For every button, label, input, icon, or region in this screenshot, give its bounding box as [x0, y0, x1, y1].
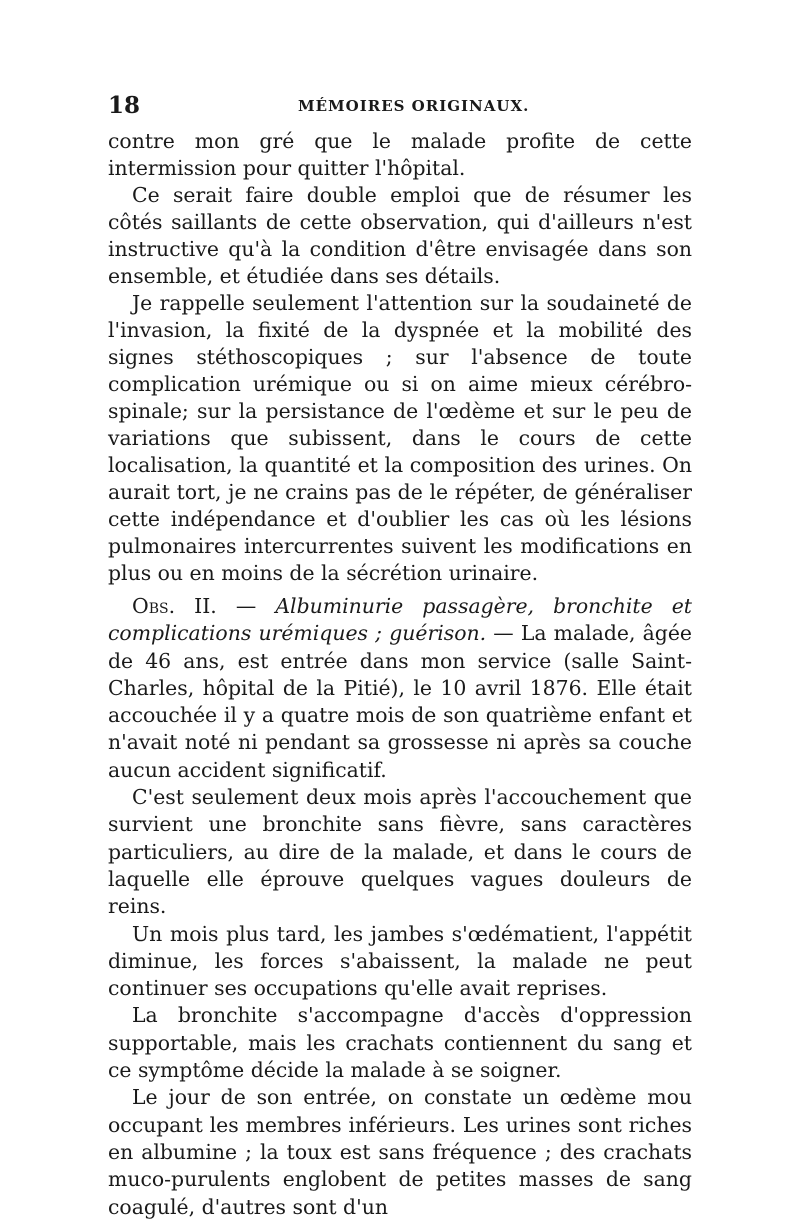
observation-paragraph: Un mois plus tard, les jambes s'œdématient, l'appétit diminue, les forces s'abaissent, la malade ne peut continuer ses occupations qu'elle avait reprises. [108, 921, 692, 1001]
observation-title: Albuminurie passagère, bronchite et complications urémiques ; guérison. [108, 594, 692, 646]
observation-intro-paragraph [108, 593, 692, 784]
observation-paragraph: Le jour de son entrée, on constate un œdème mou occupant les membres inférieurs. Les urines sont riches en albumine ; la toux est sans fréquence ; des crachats muco-purulents englobent de petites masses de sang coagulé, d'autres sont d'un [108, 1085, 692, 1219]
observation-paragraph: La bronchite s'accompagne d'accès d'oppression supportable, mais les crachats contiennent du sang et ce symptôme décide la malade à se soigner. [108, 1003, 692, 1083]
page-number: 18 [108, 92, 141, 119]
observation-section [108, 593, 692, 1221]
paragraph-summary: Ce serait faire double emploi que de résumer les côtés saillants de cette observation, qui d'ailleurs n'est instructive qu'à la condition d'être envisagée dans son ensemble, et étudiée dans ses détails. [108, 183, 692, 288]
running-head: MÉMOIRES ORIGINAUX. [298, 97, 530, 115]
observation-paragraph: C'est seulement deux mois après l'accouchement que survient une bronchite sans fièvre, sans caractères particuliers, au dire de la malade, et dans le cours de laquelle elle éprouve quelques vagues douleurs de reins. [108, 785, 692, 919]
paragraph-remarks: Je rappelle seulement l'attention sur la soudaineté de l'invasion, la fixité de la dyspnée et la mobilité des signes stéthoscopiques ; sur l'absence de toute complication urémique ou si on aime mieux cérébro-spinale; sur la persistance de l'œdème et sur le peu de variations que subissent, dans le cours de cette localisation, la quantité et la composition des urines. On aurait tort, je ne crains pas de le répéter, de généraliser cette indépendance et d'oublier les cas où les lésions pulmonaires intercurrentes suivent les modifications en plus ou en moins de la sécrétion urinaire. [108, 291, 692, 585]
paragraph-continuation: contre mon gré que le malade profite de cette intermission pour quitter l'hôpital. [108, 129, 692, 180]
observation-label: Obs. II. [132, 594, 217, 618]
page-header [108, 92, 692, 122]
observation-intro-text: — La malade, âgée de 46 ans, est entrée dans mon service (salle Saint-Charles, hôpital de la Pitié), le 10 avril 1876. Elle était accouchée il y a quatre mois de son quatrième enfant et n'avait noté ni pendant sa grossesse ni après sa couche aucun accident significatif. [108, 621, 692, 782]
observation-dash: — [216, 594, 276, 618]
discussion-section [108, 128, 692, 587]
